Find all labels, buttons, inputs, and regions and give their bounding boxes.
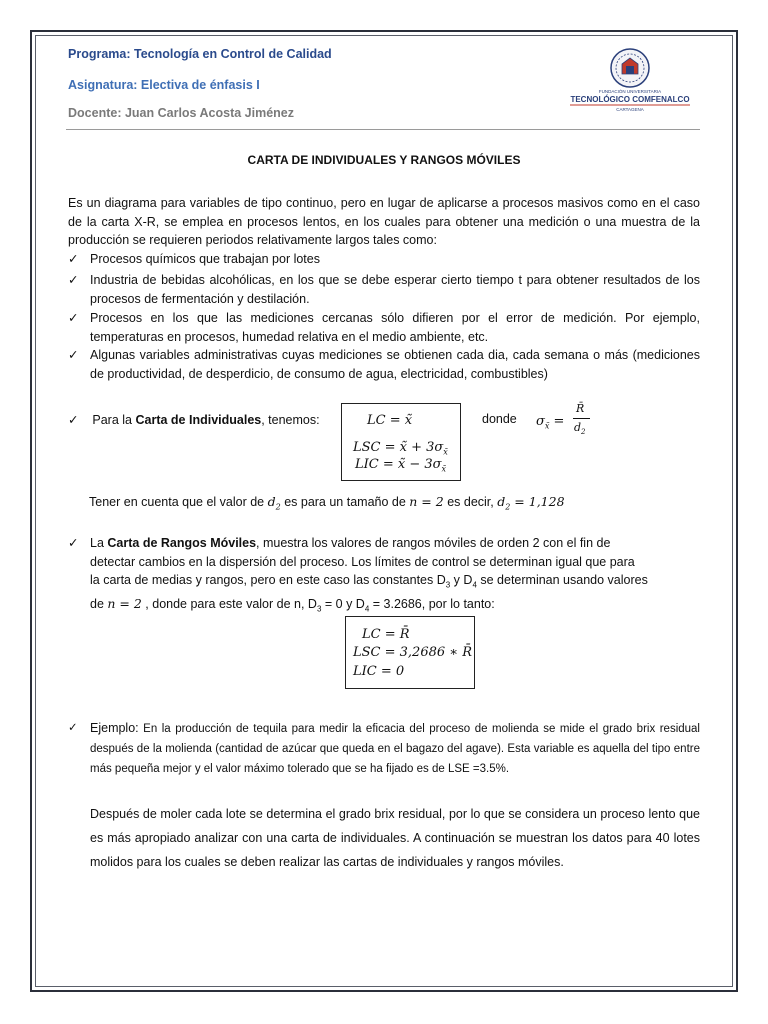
check-icon: ✓ [68, 311, 79, 325]
ejemplo-paragraph-2: Después de moler cada lote se determina el grado brix residual, por lo que se considera un proceso lento que es más apropiado analizar con una carta de individuales. A continuación se muestran los datos para 40 lotes molidos para los cuales se deben realizar las cartas de individuales y rangos móviles. [90, 807, 700, 869]
rangos-lic: LIC = 0 [353, 664, 405, 679]
individuales-post: , tenemos: [261, 413, 320, 427]
check-icon: ✓ [68, 413, 79, 427]
rangos-lsc: LSC = 3,2686 ∗ R̄ [353, 645, 473, 660]
individuales-lic: LIC = x̃ − $3\sigma_{x̃}$ [355, 457, 447, 474]
donde-label: donde [482, 412, 517, 426]
nota-d2: Tener en cuenta que el valor de $d_2$ es para un tamaño de n = 2 es decir, $d_2 = 1,128$ [89, 494, 565, 512]
intro-paragraph: Es un diagrama para variables de tipo continuo, pero en lugar de aplicarse a procesos masivos como en el caso de la carta X-R, se emplea en procesos lentos, en los cuales para obtener una medición o una muestra de la producción se requieren periodos relativamente largos tales como: [68, 196, 700, 247]
header-asignatura: Asignatura: Electiva de énfasis I [68, 78, 260, 92]
individuales-intro [68, 412, 320, 427]
individuales-bold: Carta de Individuales [135, 413, 262, 427]
bullet-text: Industria de bebidas alcohólicas, en los que se debe esperar cierto tiempo t para obtener resultados de los procesos de fermentación y destilación. [90, 273, 700, 306]
fraction-bar [573, 418, 590, 419]
logo-line1: FUNDACIÓN UNIVERSITARIA [598, 89, 662, 94]
sigma-lhs: $\sigma_{x̃}$ = [536, 414, 565, 431]
sigma-denominator: $d_2$ [574, 421, 586, 437]
rangos-paragraph: ✓ La Carta de Rangos Móviles, muestra los valores de rangos móviles de orden 2 con el fin de detectar cambios en la dispersión del proceso. Los límites de control se determinan igual que para la carta de medias y rangos, pero en este caso las constantes $D_3$ y $D_4$ se determinan usando valores de n = 2 , donde para este valor de n, $D_3 = 0$ y $D_4 = 3.2686$, por lo tanto: [68, 536, 648, 614]
check-icon: ✓ [68, 536, 79, 550]
rangos-lc: LC = R̄ [362, 627, 410, 642]
document-title: CARTA DE INDIVIDUALES Y RANGOS MÓVILES [247, 153, 521, 167]
bullet-text: Procesos químicos que trabajan por lotes [90, 252, 320, 266]
header-divider [66, 129, 700, 130]
bullet-item [68, 250, 700, 269]
logo-line2: TECNOLÓGICO COMFENALCO [570, 95, 690, 104]
university-logo [562, 46, 700, 118]
logo-line3: CARTAGENA [616, 107, 644, 112]
bullet-item [68, 309, 700, 346]
bullet-text: Algunas variables administrativas cuyas mediciones se obtienen cada dia, cada semana o más (mediciones de productividad, de desperdicio, de consumo de agua, electricidad, combustibles) [90, 348, 700, 381]
header-programa: Programa: Tecnología en Control de Calidad [68, 47, 332, 61]
bullet-item [68, 271, 700, 308]
bullet-text: Procesos en los que las mediciones cercanas sólo difieren por el error de medición. Por ejemplo, temperaturas en procesos, humedad relativa en el medio ambiente, etc. [90, 311, 700, 344]
individuales-pre: Para la [92, 413, 136, 427]
individuales-lsc: LSC = x̃ + $3\sigma_{x̃}$ [353, 440, 448, 457]
check-icon: ✓ [68, 252, 79, 266]
header-docente: Docente: Juan Carlos Acosta Jiménez [68, 106, 294, 120]
sigma-numerator: R̄ [576, 402, 585, 415]
ejemplo-paragraph: ✓ Ejemplo: En la producción de tequila para medir la eficacia del proceso de molienda se mide el grado brix residual después de la molienda (cantidad de azúcar que queda en el bagazo del agave). Esta variable es aquella del tipo entre más pequeña mejor y el valor máximo tolerado que se ha fijado es de LSE =3.5%. [68, 718, 700, 779]
check-icon: ✓ [68, 348, 79, 362]
check-icon: ✓ [68, 722, 78, 734]
check-icon: ✓ [68, 273, 79, 287]
bullet-item [68, 346, 700, 383]
individuales-lc: LC = x̃ [367, 413, 413, 428]
